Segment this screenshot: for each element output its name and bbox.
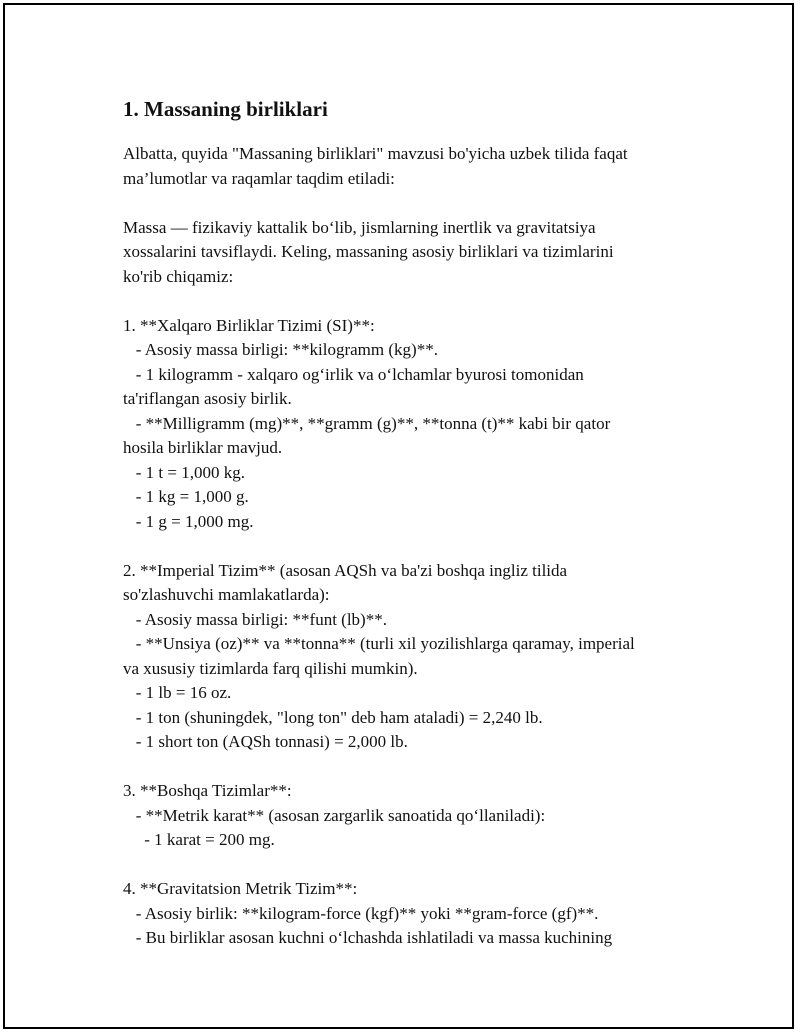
section-heading: 3. **Boshqa Tizimlar**: [123,781,292,800]
section-line: ta'riflangan asosiy birlik. [123,389,292,408]
definition-line: Massa — fizikaviy kattalik bo‘lib, jismlarning inertlik va gravitatsiya [123,217,596,237]
section-gravitational [123,877,723,951]
section-line: - Bu birliklar asosan kuchni o‘lchashda ishlatiladi va massa kuchining [123,928,613,947]
section-heading: 1. **Xalqaro Birliklar Tizimi (SI)**: [123,315,375,335]
section-si [123,314,723,535]
section-heading: 4. **Gravitatsion Metrik Tizim**: [123,879,358,898]
definition-line: ko'rib chiqamiz: [123,266,234,286]
section-line: so'zlashuvchi mamlakatlarda): [123,585,330,604]
section-line: - 1 kilogramm - xalqaro og‘irlik va o‘lchamlar byurosi tomonidan [123,364,584,384]
section-line: - Asosiy massa birligi: **funt (lb)**. [123,609,387,629]
section-line: hosila birliklar mavjud. [123,438,283,457]
intro-paragraph [123,142,723,191]
section-line: - Asosiy birlik: **kilogram-force (kgf)** yoki **gram-force (gf)**. [123,903,599,923]
section-line: - 1 lb = 16 oz. [123,683,232,702]
section-line: - **Metrik karat** (asosan zargarlik sanoatida qo‘llaniladi): [123,805,546,825]
section-line: - 1 ton (shuningdek, "long ton" deb ham ataladi) = 2,240 lb. [123,707,543,727]
definition-paragraph [123,216,723,290]
section-line: - 1 kg = 1,000 g. [123,487,249,506]
section-heading: 2. **Imperial Tizim** (asosan AQSh va ba'zi boshqa ingliz tilida [123,560,568,580]
document-body [123,95,723,975]
intro-line: ma’lumotlar va raqamlar taqdim etiladi: [123,168,395,188]
section-line: - **Milligramm (mg)**, **gramm (g)**, **tonna (t)** kabi bir qator [123,413,611,433]
section-imperial [123,559,723,755]
section-line: - Asosiy massa birligi: **kilogramm (kg)**. [123,340,438,359]
section-line: - 1 short ton (AQSh tonnasi) = 2,000 lb. [123,732,408,751]
definition-line: xossalarini tavsiflaydi. Keling, massaning asosiy birliklari va tizimlarini [123,242,614,261]
section-line: - 1 karat = 200 mg. [123,830,275,849]
section-line: - 1 t = 1,000 kg. [123,462,245,482]
page-title: 1. Massaning birliklari [123,97,328,121]
section-line: - 1 g = 1,000 mg. [123,511,254,531]
section-line: va xususiy tizimlarda farq qilishi mumkin). [123,658,418,678]
section-other [123,779,723,853]
intro-line: Albatta, quyida "Massaning birliklari" mavzusi bo'yicha uzbek tilida faqat [123,144,628,163]
section-line: - **Unsiya (oz)** va **tonna** (turli xil yozilishlarga qaramay, imperial [123,634,635,653]
page-frame [3,3,794,1029]
